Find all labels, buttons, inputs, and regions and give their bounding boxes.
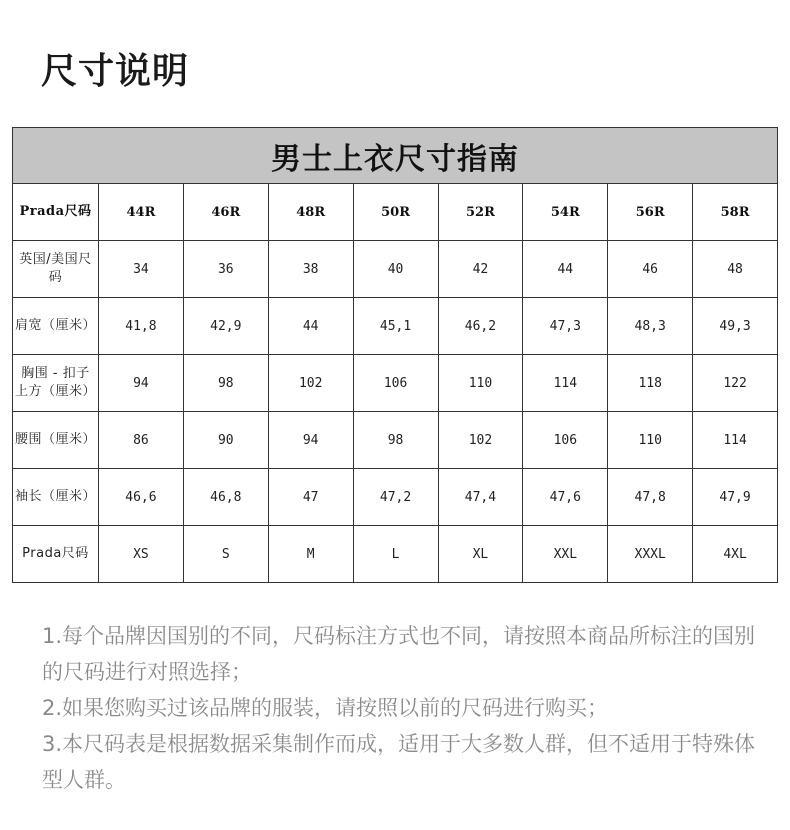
row-label: 腰围（厘米）: [13, 412, 99, 469]
row-label: 袖长（厘米）: [13, 469, 99, 526]
table-cell: 114: [693, 412, 778, 469]
table-cell: 45,1: [353, 298, 438, 355]
table-cell: 34: [99, 241, 184, 298]
table-cell: 47,4: [438, 469, 523, 526]
size-header-cell: 50R: [353, 184, 438, 241]
table-cell: 46,8: [183, 469, 268, 526]
table-cell: L: [353, 526, 438, 583]
table-cell: 46: [608, 241, 693, 298]
table-cell: 42,9: [183, 298, 268, 355]
table-cell: 118: [608, 355, 693, 412]
row-label: 英国/美国尺码: [13, 241, 99, 298]
table-cell: XS: [99, 526, 184, 583]
row-label: 胸围 - 扣子上方（厘米）: [13, 355, 99, 412]
table-cell: XXXL: [608, 526, 693, 583]
table-cell: 46,6: [99, 469, 184, 526]
table-cell: 47,8: [608, 469, 693, 526]
table-cell: 47: [268, 469, 353, 526]
table-cell: 44: [268, 298, 353, 355]
table-cell: XL: [438, 526, 523, 583]
table-cell: 106: [353, 355, 438, 412]
table-cell: 47,3: [523, 298, 608, 355]
size-header-cell: 46R: [183, 184, 268, 241]
table-cell: 86: [99, 412, 184, 469]
table-cell: 90: [183, 412, 268, 469]
table-cell: 36: [183, 241, 268, 298]
table-cell: 94: [99, 355, 184, 412]
table-cell: 47,6: [523, 469, 608, 526]
page-title: 尺寸说明: [41, 51, 190, 92]
table-cell: 49,3: [693, 298, 778, 355]
size-header-cell: 54R: [523, 184, 608, 241]
table-cell: 102: [268, 355, 353, 412]
row-label: Prada尺码: [13, 526, 99, 583]
table-cell: 106: [523, 412, 608, 469]
table-cell: 38: [268, 241, 353, 298]
table-cell: 40: [353, 241, 438, 298]
row-label: 肩宽（厘米）: [13, 298, 99, 355]
table-cell: XXL: [523, 526, 608, 583]
table-cell: 98: [183, 355, 268, 412]
size-chart-table: [12, 127, 778, 583]
table-cell: 47,9: [693, 469, 778, 526]
table-cell: 41,8: [99, 298, 184, 355]
header-row: [13, 184, 778, 241]
table-row: [13, 412, 778, 469]
table-row: [13, 526, 778, 583]
note-item: 1.每个品牌因国别的不同，尺码标注方式也不同，请按照本商品所标注的国别的尺码进行对照选择；: [42, 624, 756, 684]
table-cell: 44: [523, 241, 608, 298]
table-row: [13, 355, 778, 412]
table-cell: 46,2: [438, 298, 523, 355]
size-header-cell: 56R: [608, 184, 693, 241]
table-cell: 4XL: [693, 526, 778, 583]
table-cell: 110: [608, 412, 693, 469]
table-cell: 48,3: [608, 298, 693, 355]
size-header-cell: 58R: [693, 184, 778, 241]
table-row: [13, 241, 778, 298]
table-cell: 122: [693, 355, 778, 412]
table-row: [13, 298, 778, 355]
table-caption: 男士上衣尺寸指南: [13, 128, 778, 184]
size-header-cell: 44R: [99, 184, 184, 241]
note-item: 3.本尺码表是根据数据采集制作而成，适用于大多数人群，但不适用于特殊体型人群。: [42, 732, 756, 792]
table-cell: 94: [268, 412, 353, 469]
notes-section: [42, 618, 757, 798]
table-cell: 47,2: [353, 469, 438, 526]
table-row: [13, 469, 778, 526]
size-header-cell: 52R: [438, 184, 523, 241]
table-cell: 48: [693, 241, 778, 298]
note-item: 2.如果您购买过该品牌的服装，请按照以前的尺码进行购买；: [42, 696, 609, 720]
table-cell: 98: [353, 412, 438, 469]
table-cell: 114: [523, 355, 608, 412]
table-cell: 102: [438, 412, 523, 469]
table-cell: S: [183, 526, 268, 583]
table-cell: 110: [438, 355, 523, 412]
table-cell: M: [268, 526, 353, 583]
row-label: Prada尺码: [13, 184, 99, 241]
table-cell: 42: [438, 241, 523, 298]
size-header-cell: 48R: [268, 184, 353, 241]
